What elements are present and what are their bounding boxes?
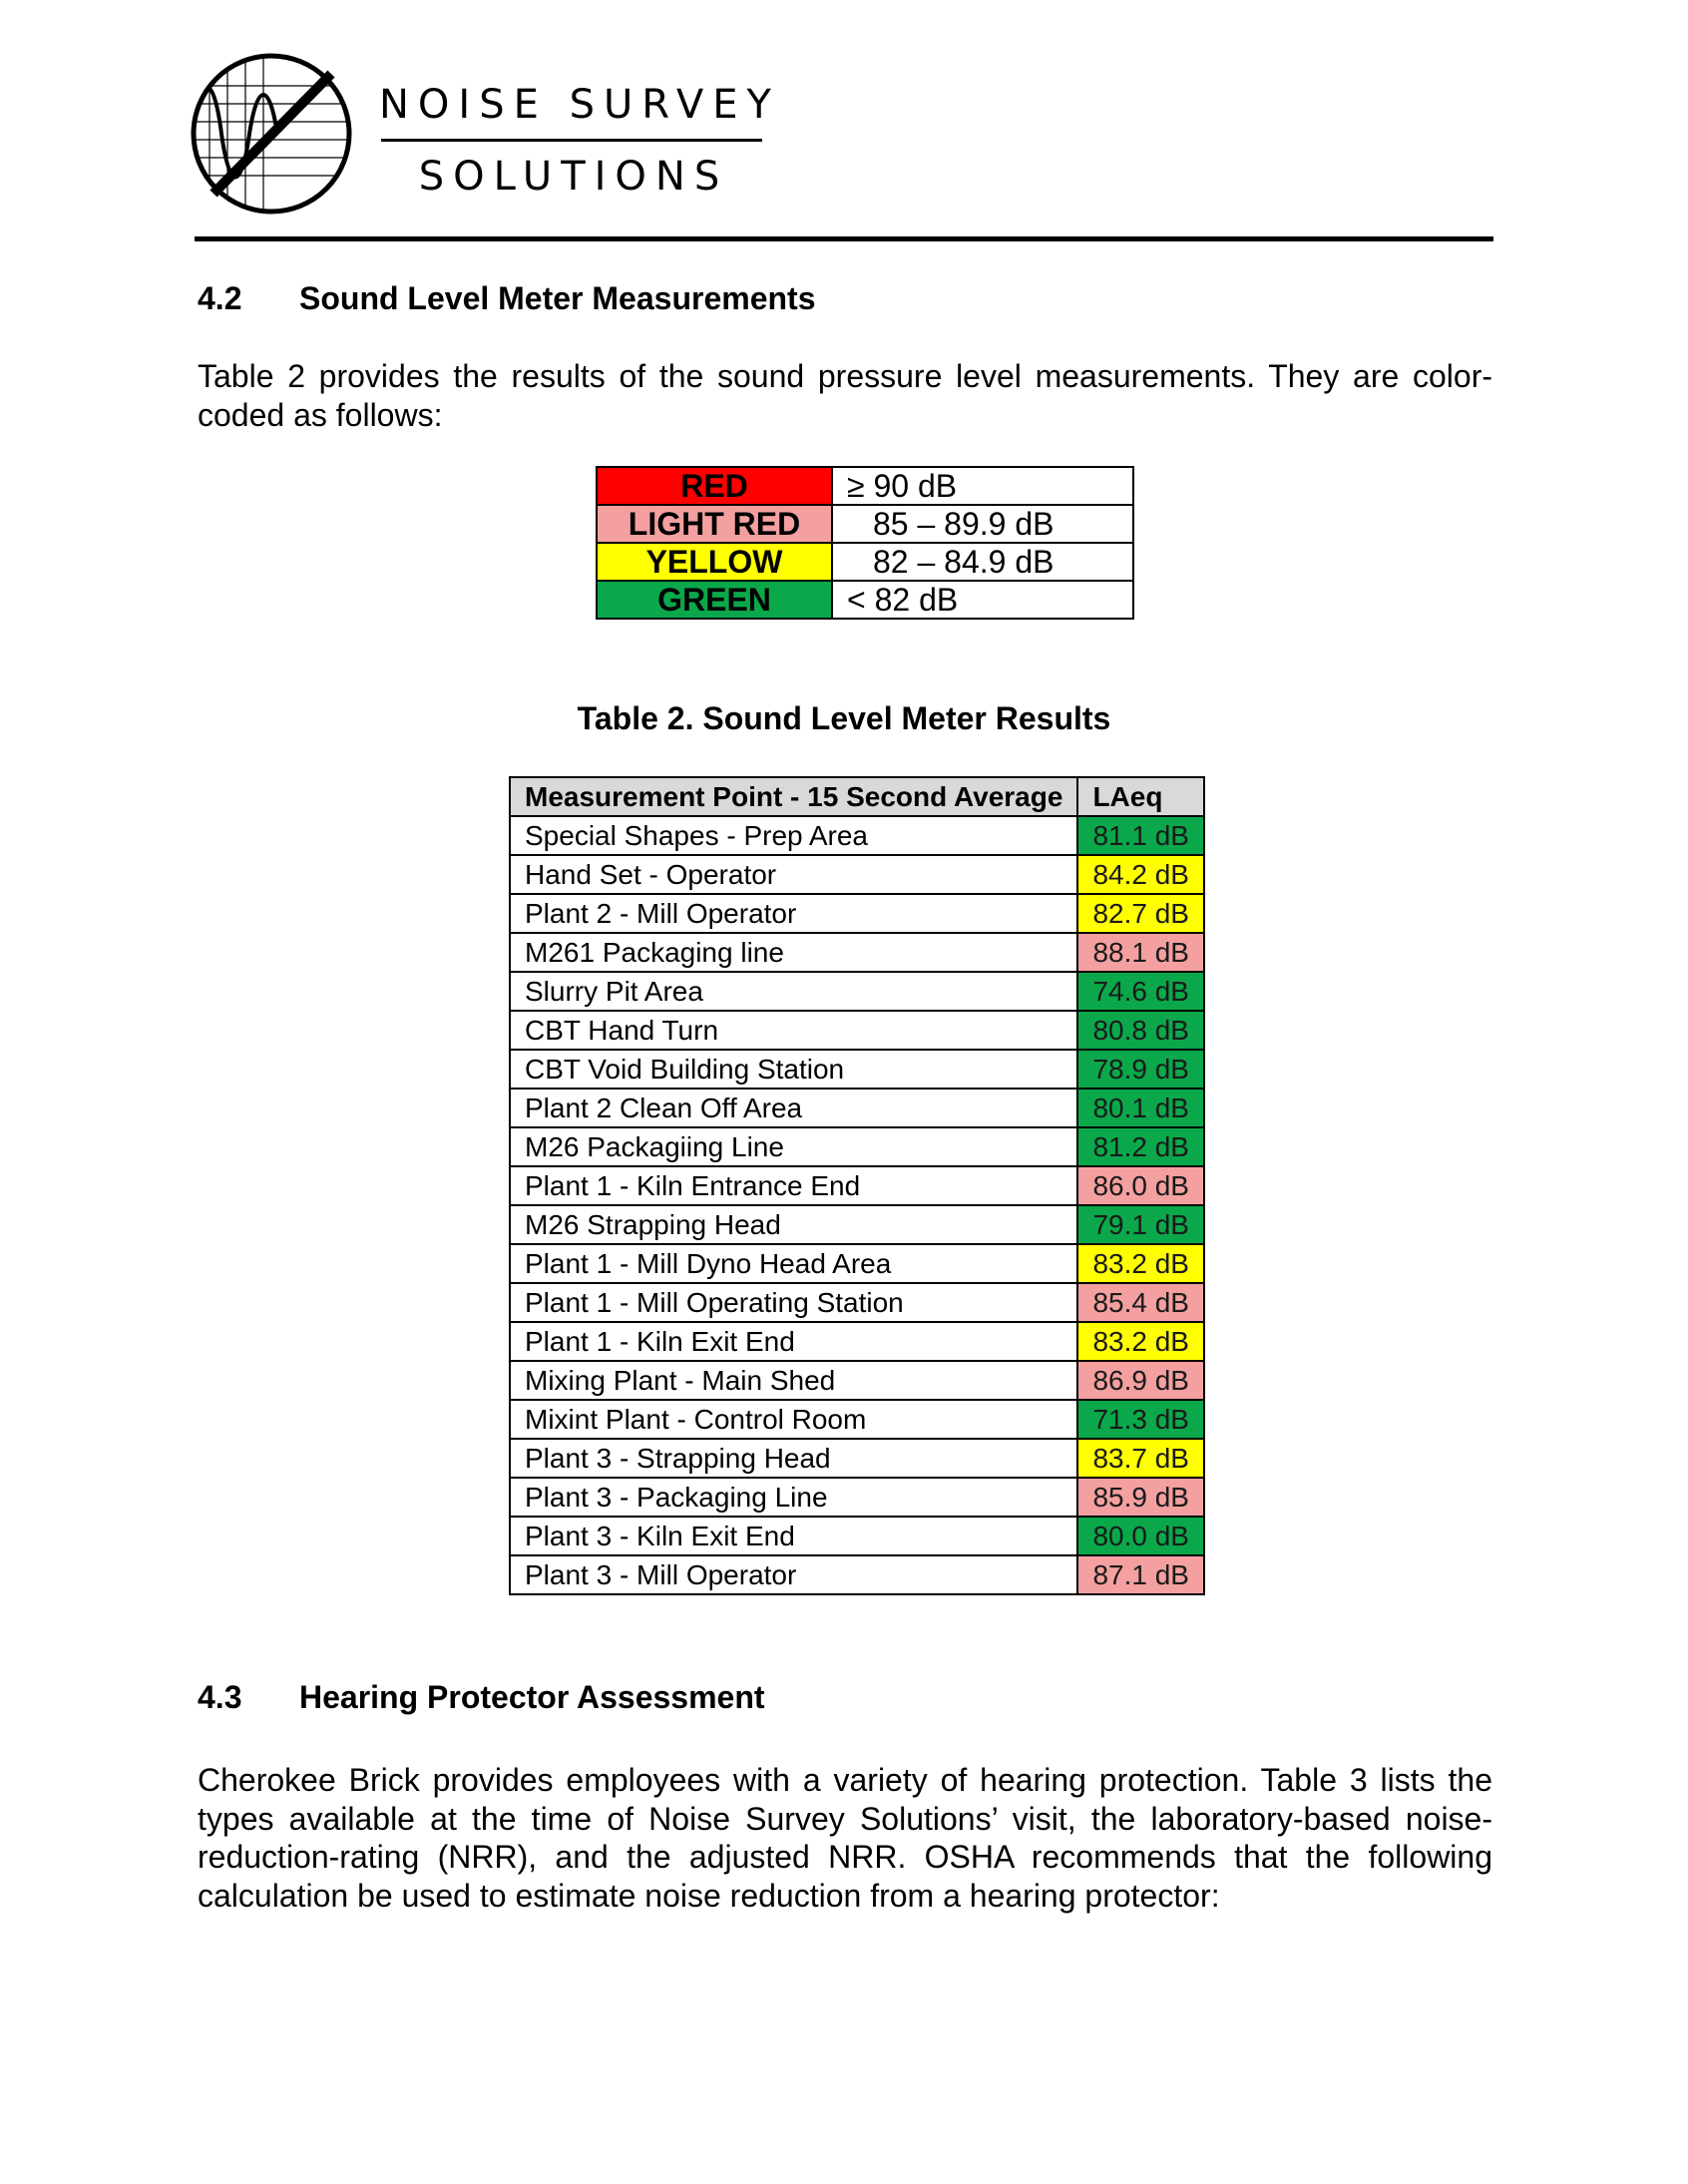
- column-header-laeq: LAeq: [1077, 777, 1204, 816]
- laeq-value: 81.1 dB: [1077, 816, 1204, 855]
- measurement-point: CBT Hand Turn: [510, 1011, 1077, 1050]
- header-rule: [195, 236, 1493, 241]
- company-logo: [190, 52, 353, 216]
- measurement-point: Plant 3 - Packaging Line: [510, 1478, 1077, 1517]
- measurement-point: Plant 2 Clean Off Area: [510, 1089, 1077, 1127]
- section-paragraph: Cherokee Brick provides employees with a variety of hearing protection. Table 3 lists the types available at the time of Noise Survey Solutions’ visit, the laboratory-based noise-reduction-rating (NRR), and the adjusted NRR. OSHA recommends that the following calculation be used to estimate noise reduction from a hearing protector:: [198, 1762, 1492, 1914]
- table-row: [510, 1127, 1204, 1166]
- laeq-value: 83.7 dB: [1077, 1439, 1204, 1478]
- table-row: [510, 1244, 1204, 1283]
- measurement-point: Mixing Plant - Main Shed: [510, 1361, 1077, 1400]
- column-header-point: Measurement Point - 15 Second Average: [510, 777, 1077, 816]
- section-heading: Hearing Protector Assessment: [299, 1679, 765, 1715]
- measurement-point: CBT Void Building Station: [510, 1050, 1077, 1089]
- table-row: [510, 816, 1204, 855]
- legend-row: [597, 581, 1133, 619]
- section-number: 4.2: [198, 280, 242, 316]
- section-heading: Sound Level Meter Measurements: [299, 280, 816, 316]
- table-row: [510, 855, 1204, 894]
- measurement-point: Plant 2 - Mill Operator: [510, 894, 1077, 933]
- laeq-value: 86.0 dB: [1077, 1166, 1204, 1205]
- table-row: [510, 1478, 1204, 1517]
- measurement-point: Plant 1 - Kiln Exit End: [510, 1322, 1077, 1361]
- table-row: [510, 1400, 1204, 1439]
- legend-range: < 82 dB: [832, 581, 1133, 619]
- table-header-row: [510, 777, 1204, 816]
- brand-divider: [381, 139, 762, 142]
- laeq-value: 85.9 dB: [1077, 1478, 1204, 1517]
- table-row: [510, 1050, 1204, 1089]
- laeq-value: 79.1 dB: [1077, 1205, 1204, 1244]
- laeq-value: 82.7 dB: [1077, 894, 1204, 933]
- table-row: [510, 1439, 1204, 1478]
- table-caption: Table 2. Sound Level Meter Results: [577, 700, 1111, 736]
- legend-color-label: YELLOW: [597, 543, 832, 581]
- measurement-point: Plant 3 - Mill Operator: [510, 1555, 1077, 1594]
- legend-row: [597, 467, 1133, 505]
- table-row: [510, 1361, 1204, 1400]
- measurement-point: Mixint Plant - Control Room: [510, 1400, 1077, 1439]
- legend-color-label: GREEN: [597, 581, 832, 619]
- brand-name-line1: NOISE SURVEY: [379, 82, 780, 128]
- table-row: [510, 1283, 1204, 1322]
- table-row: [510, 894, 1204, 933]
- table-row: [510, 1322, 1204, 1361]
- section-paragraph: Table 2 provides the results of the sound pressure level measurements. They are color-coded as follows:: [198, 358, 1492, 433]
- results-table: [509, 776, 1205, 1595]
- legend-color-label: LIGHT RED: [597, 505, 832, 543]
- legend-range: 82 – 84.9 dB: [832, 543, 1133, 581]
- laeq-value: 84.2 dB: [1077, 855, 1204, 894]
- legend-range: 85 – 89.9 dB: [832, 505, 1133, 543]
- laeq-value: 71.3 dB: [1077, 1400, 1204, 1439]
- laeq-value: 74.6 dB: [1077, 972, 1204, 1011]
- measurement-point: Slurry Pit Area: [510, 972, 1077, 1011]
- table-row: [510, 1555, 1204, 1594]
- laeq-value: 81.2 dB: [1077, 1127, 1204, 1166]
- laeq-value: 78.9 dB: [1077, 1050, 1204, 1089]
- laeq-value: 87.1 dB: [1077, 1555, 1204, 1594]
- laeq-value: 80.1 dB: [1077, 1089, 1204, 1127]
- brand-name-line2: SOLUTIONS: [418, 154, 729, 200]
- laeq-value: 88.1 dB: [1077, 933, 1204, 972]
- legend-range: ≥ 90 dB: [832, 467, 1133, 505]
- measurement-point: M26 Strapping Head: [510, 1205, 1077, 1244]
- laeq-value: 83.2 dB: [1077, 1322, 1204, 1361]
- measurement-point: M261 Packaging line: [510, 933, 1077, 972]
- measurement-point: Plant 3 - Kiln Exit End: [510, 1517, 1077, 1555]
- color-legend-table: [596, 466, 1134, 620]
- laeq-value: 86.9 dB: [1077, 1361, 1204, 1400]
- section-number: 4.3: [198, 1679, 242, 1715]
- table-row: [510, 933, 1204, 972]
- table-row: [510, 972, 1204, 1011]
- legend-row: [597, 543, 1133, 581]
- measurement-point: Plant 1 - Kiln Entrance End: [510, 1166, 1077, 1205]
- table-row: [510, 1517, 1204, 1555]
- legend-row: [597, 505, 1133, 543]
- measurement-point: Hand Set - Operator: [510, 855, 1077, 894]
- measurement-point: Plant 1 - Mill Operating Station: [510, 1283, 1077, 1322]
- table-row: [510, 1166, 1204, 1205]
- table-row: [510, 1011, 1204, 1050]
- measurement-point: Plant 1 - Mill Dyno Head Area: [510, 1244, 1077, 1283]
- legend-color-label: RED: [597, 467, 832, 505]
- measurement-point: Plant 3 - Strapping Head: [510, 1439, 1077, 1478]
- measurement-point: Special Shapes - Prep Area: [510, 816, 1077, 855]
- table-row: [510, 1089, 1204, 1127]
- laeq-value: 83.2 dB: [1077, 1244, 1204, 1283]
- laeq-value: 80.8 dB: [1077, 1011, 1204, 1050]
- measurement-point: M26 Packagiing Line: [510, 1127, 1077, 1166]
- table-row: [510, 1205, 1204, 1244]
- laeq-value: 85.4 dB: [1077, 1283, 1204, 1322]
- laeq-value: 80.0 dB: [1077, 1517, 1204, 1555]
